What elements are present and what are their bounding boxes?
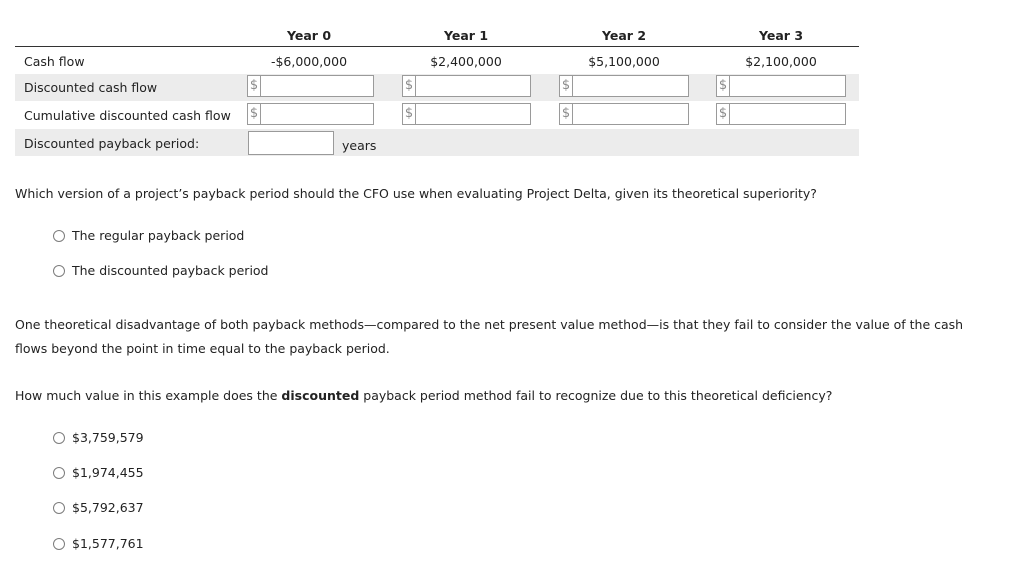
cash-flow-year-0: -$6,000,000 [270,54,348,69]
discounted-cf-year-1-field[interactable] [402,75,531,97]
payback-period-input[interactable] [249,132,333,154]
header-year-3: Year 3 [758,28,804,43]
discounted-cf-year-2-input[interactable] [574,77,684,95]
discounted-cf-year-0-field[interactable] [247,75,374,97]
radio-button-icon[interactable] [53,230,65,242]
discounted-cf-year-1-input[interactable] [417,77,526,95]
cumulative-cf-year-0-input[interactable] [262,105,369,123]
dollar-sign: $ [560,104,573,124]
radio-button-icon[interactable] [53,432,65,444]
cash-flow-year-1: $2,400,000 [430,54,502,69]
q2-prefix: How much value in this example does the [15,388,282,403]
cash-flow-year-3: $2,100,000 [745,54,817,69]
q1-option-discounted[interactable] [53,263,269,278]
cash-flow-year-2: $5,100,000 [588,54,660,69]
header-divider [15,46,859,47]
discounted-cf-year-3-field[interactable] [716,75,846,97]
payback-unit-label: years [342,138,377,153]
discounted-cf-year-0-input[interactable] [262,77,369,95]
q1-option-label: The regular payback period [72,228,245,243]
dollar-sign: $ [717,76,730,96]
q1-option-regular[interactable] [53,228,244,243]
q2-option-label: $1,974,455 [72,465,144,480]
header-year-1: Year 1 [443,28,489,43]
row-label-cash-flow: Cash flow [24,54,85,69]
dollar-sign: $ [717,104,730,124]
header-year-0: Year 0 [286,28,332,43]
cumulative-cf-year-0-field[interactable] [247,103,374,125]
discounted-cf-year-3-input[interactable] [731,77,841,95]
dollar-sign: $ [248,104,261,124]
dollar-sign: $ [248,76,261,96]
q2-option-1[interactable] [53,430,144,445]
dollar-sign: $ [403,104,416,124]
cumulative-cf-year-3-field[interactable] [716,103,846,125]
row-label-discounted-cash-flow: Discounted cash flow [24,80,158,95]
q2-option-label: $5,792,637 [72,500,144,515]
radio-button-icon[interactable] [53,467,65,479]
q2-bold: discounted [281,388,360,403]
q2-option-label: $3,759,579 [72,430,144,445]
radio-button-icon[interactable] [53,538,65,550]
dollar-sign: $ [560,76,573,96]
radio-button-icon[interactable] [53,502,65,514]
q2-option-label: $1,577,761 [72,536,144,551]
header-year-2: Year 2 [601,28,647,43]
row-label-cumulative-cash-flow: Cumulative discounted cash flow [24,108,231,123]
cumulative-cf-year-2-input[interactable] [574,105,684,123]
info-line-2: flows beyond the point in time equal to the payback period. [15,341,390,356]
cumulative-cf-year-3-input[interactable] [731,105,841,123]
question-1-text: Which version of a project’s payback period should the CFO use when evaluating Project Delta, given its theoretical superiority? [15,186,817,201]
cumulative-cf-year-1-input[interactable] [417,105,526,123]
payback-period-field[interactable] [248,131,334,155]
q1-option-label: The discounted payback period [72,263,269,278]
cumulative-cf-year-1-field[interactable] [402,103,531,125]
row-label-discounted-payback-period: Discounted payback period: [24,136,200,151]
q2-option-3[interactable] [53,500,144,515]
info-line-1: One theoretical disadvantage of both payback methods—compared to the net present value method—is that they fail to consider the value of the cash [15,317,964,332]
discounted-cf-year-2-field[interactable] [559,75,689,97]
q2-suffix: payback period method fail to recognize due to this theoretical deficiency? [359,388,833,403]
dollar-sign: $ [403,76,416,96]
q2-option-2[interactable] [53,465,144,480]
question-2-text [15,388,832,403]
radio-button-icon[interactable] [53,265,65,277]
q2-option-4[interactable] [53,536,144,551]
cumulative-cf-year-2-field[interactable] [559,103,689,125]
